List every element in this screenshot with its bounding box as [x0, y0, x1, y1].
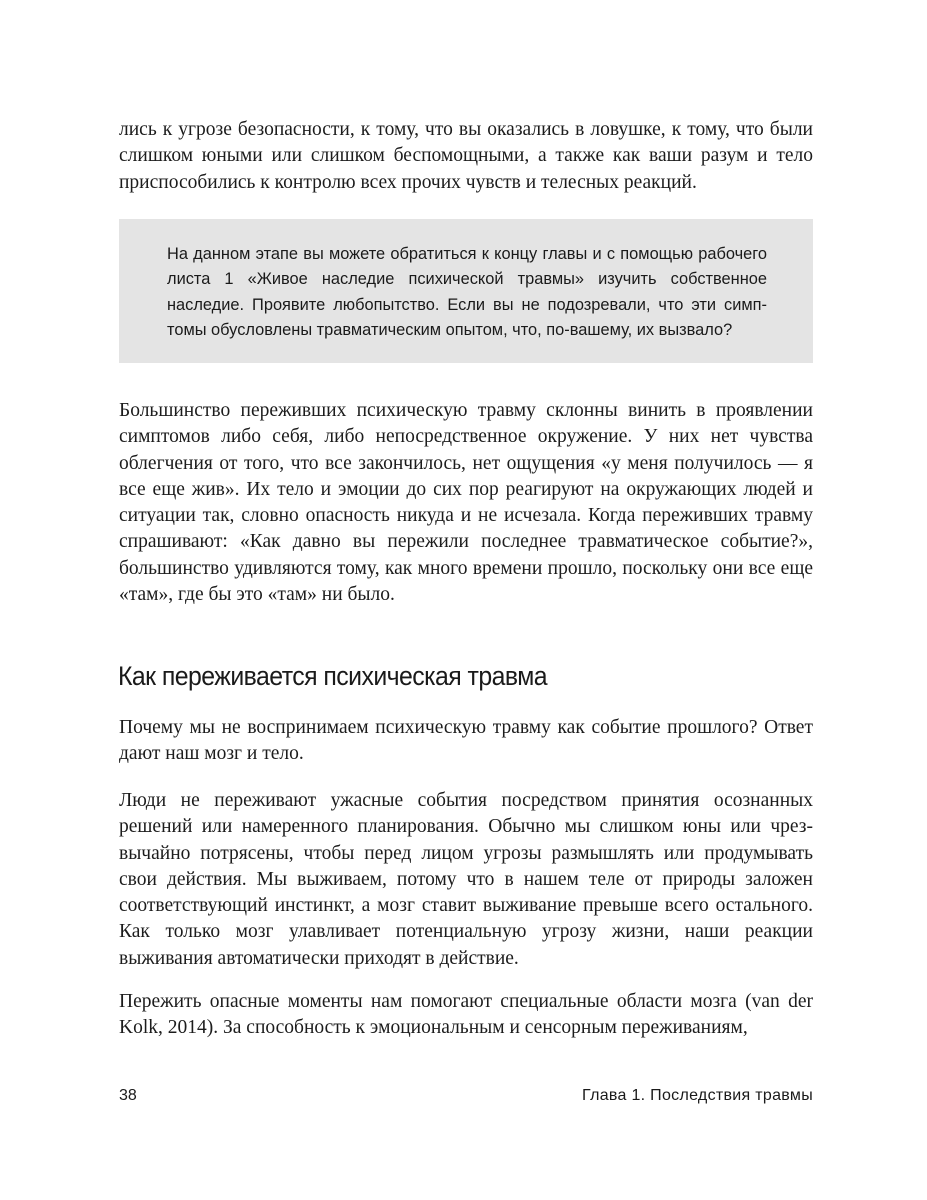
paragraph-continued: лись к угрозе безопасности, к тому, что вы оказались в ловушке, к тому, что были слишком юными или слишком беспомощными, а также как ваши разум и тело приспособились к контролю всех прочих чувств и телесных реакций. — [119, 119, 813, 193]
exercise-callout-box — [119, 219, 813, 363]
paragraph-survival-instinct: Люди не переживают ужасные события посредством принятия осознанных решений или намеренного планирования. Обычно мы слишком юны или чрезвычайно потрясены, чтобы перед лицом угрозы размышлять или продумывать свои действия. Мы выживаем, потому что в нашем теле от природы заложен соответствующий инстинкт, а мозг ставит выживание превыше всего остального. Как только мозг улавливает потенциальную угрозу жизни, наши реакции выживания автоматически приходят в действие. — [119, 790, 813, 969]
callout-text: На данном этапе вы можете обратиться к концу главы и с помощью рабочего листа 1 «Живое наследие психической травмы» изучить собственное наследие. Проявите любопытство. Если вы не подозревали, что эти симптомы обусловлены травматическим опытом, что, по-вашему, их вызвало? — [167, 245, 767, 339]
page-number: 38 — [119, 1087, 137, 1104]
paragraph-trauma-blame: Большинство переживших психическую травму склонны винить в проявлении симптомов либо себя, либо непосредственное окружение. У них нет чувства облегчения от того, что все закончилось, нет ощущения «у меня получилось — я все еще жив». Их тело и эмоции до сих пор реагируют на окружающих людей и ситуации так, словно опасность никуда и не исчезала. Когда переживших травму спрашивают: «Как давно вы пережили последнее травматическое событие?», большинство удивляются тому, как много времени прошло, поскольку они все еще «там», где бы это «там» ни было. — [119, 400, 813, 606]
paragraph-brain-areas: Пережить опасные моменты нам помогают специальные области мозга (van der Kolk, 2014). За способность к эмоциональным и сенсорным переживаниям, — [119, 991, 813, 1039]
section-heading: Как переживается психическая травма — [118, 661, 548, 691]
paragraph-why-not-past: Почему мы не воспринимаем психическую травму как событие прошлого? Ответ дают наш мозг и тело. — [119, 717, 813, 765]
running-footer-chapter: Глава 1. Последствия травмы — [582, 1087, 813, 1104]
